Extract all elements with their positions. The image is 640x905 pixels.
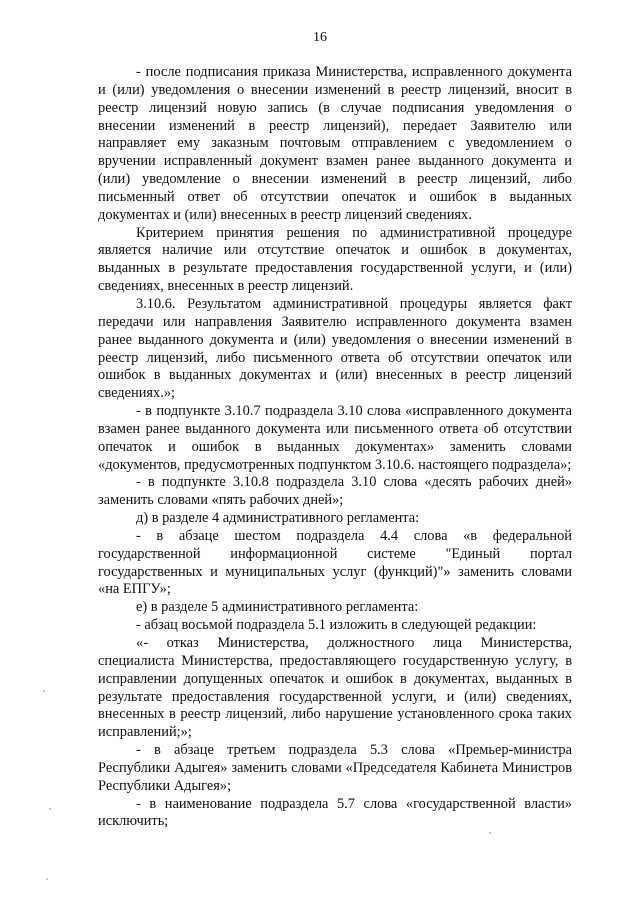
- paragraph-3-10-6: 3.10.6. Результатом административной процедуры является факт передачи или направления Заявителю исправленного документа взамен ранее выданного документа и (или) уведомления о внесении изменений в реестр лицензий, либо письменного ответа об отсутствии опечаток или ошибок в выданных документах и (или) внесенных в реестр лицензий сведениях.»;: [98, 295, 572, 402]
- paragraph-subitem-3-10-7: - в подпункте 3.10.7 подраздела 3.10 слова «исправленного документа взамен ранее выданного документа или письменного ответа об отсутствии опечаток и ошибок в выданных документах» заменить словами «документов, предусмотренных подпунктом 3.10.6. настоящего подраздела»;: [98, 403, 572, 473]
- paragraph-subsection-5-1-text: «- отказ Министерства, должностного лица Министерства, специалиста Министерства, предоставляющего государственную услугу, в исправлении допущенных опечаток и ошибок в документах, выданных в результате предоставления государственной услуги, и (или) сведениях, внесенных в реестр лицензий, либо нарушение установленного срока таких исправлений;»;: [98, 635, 572, 741]
- page-number: 16: [313, 30, 327, 45]
- paragraph-section-4: д) в разделе 4 административного регламента:: [136, 510, 420, 527]
- paragraph-subsection-5-7: - в наименование подраздела 5.7 слова «государственной власти» исключить;: [98, 795, 572, 830]
- paragraph-subitem-3-10-8: - в подпункте 3.10.8 подраздела 3.10 слова «десять рабочих дней» заменить словами «пять рабочих дней»;: [98, 474, 572, 509]
- scan-speck: [46, 878, 48, 880]
- scan-speck: [43, 690, 45, 692]
- document-body: [98, 64, 572, 831]
- scan-speck: [49, 808, 51, 810]
- paragraph-subsection-4-4: - в абзаце шестом подраздела 4.4 слова «в федеральной государственной информационной системе "Единый портал государственных и муниципальных услуг (функций)"» заменить словами «на ЕПГУ»;: [98, 527, 572, 598]
- paragraph-subsection-5-1-intro: - абзац восьмой подраздела 5.1 изложить в следующей редакции:: [136, 617, 537, 634]
- paragraph-section-5: е) в разделе 5 административного регламента:: [136, 599, 419, 616]
- paragraph-after-signing: - после подписания приказа Министерства, исправленного документа и (или) уведомления о внесении изменений в реестр лицензий, вносит в реестр лицензий новую запись (в случае подписания уведомления о внесении изменений в реестр лицензий), передает Заявителю или направляет ему заказным почтовым отправлением с уведомлением о вручении исправленный документ взамен ранее выданного документа и (или) уведомление о внесении изменений в реестр лицензий, либо письменный ответ об отсутствии опечаток и ошибок в выданных документах и (или) внесенных в реестр лицензий сведениях.: [98, 64, 572, 223]
- paragraph-decision-criterion: Критерием принятия решения по административной процедуре является наличие или отсутствие опечаток и ошибок в документах, выданных в результате предоставления государственной услуги, и (или) сведениях, внесенных в реестр лицензий.: [98, 224, 572, 295]
- scan-speck: [489, 832, 491, 834]
- paragraph-subsection-5-3: - в абзаце третьем подраздела 5.3 слова «Премьер-министра Республики Адыгея» заменить словами «Председателя Кабинета Министров Республики Адыгея»;: [98, 742, 572, 794]
